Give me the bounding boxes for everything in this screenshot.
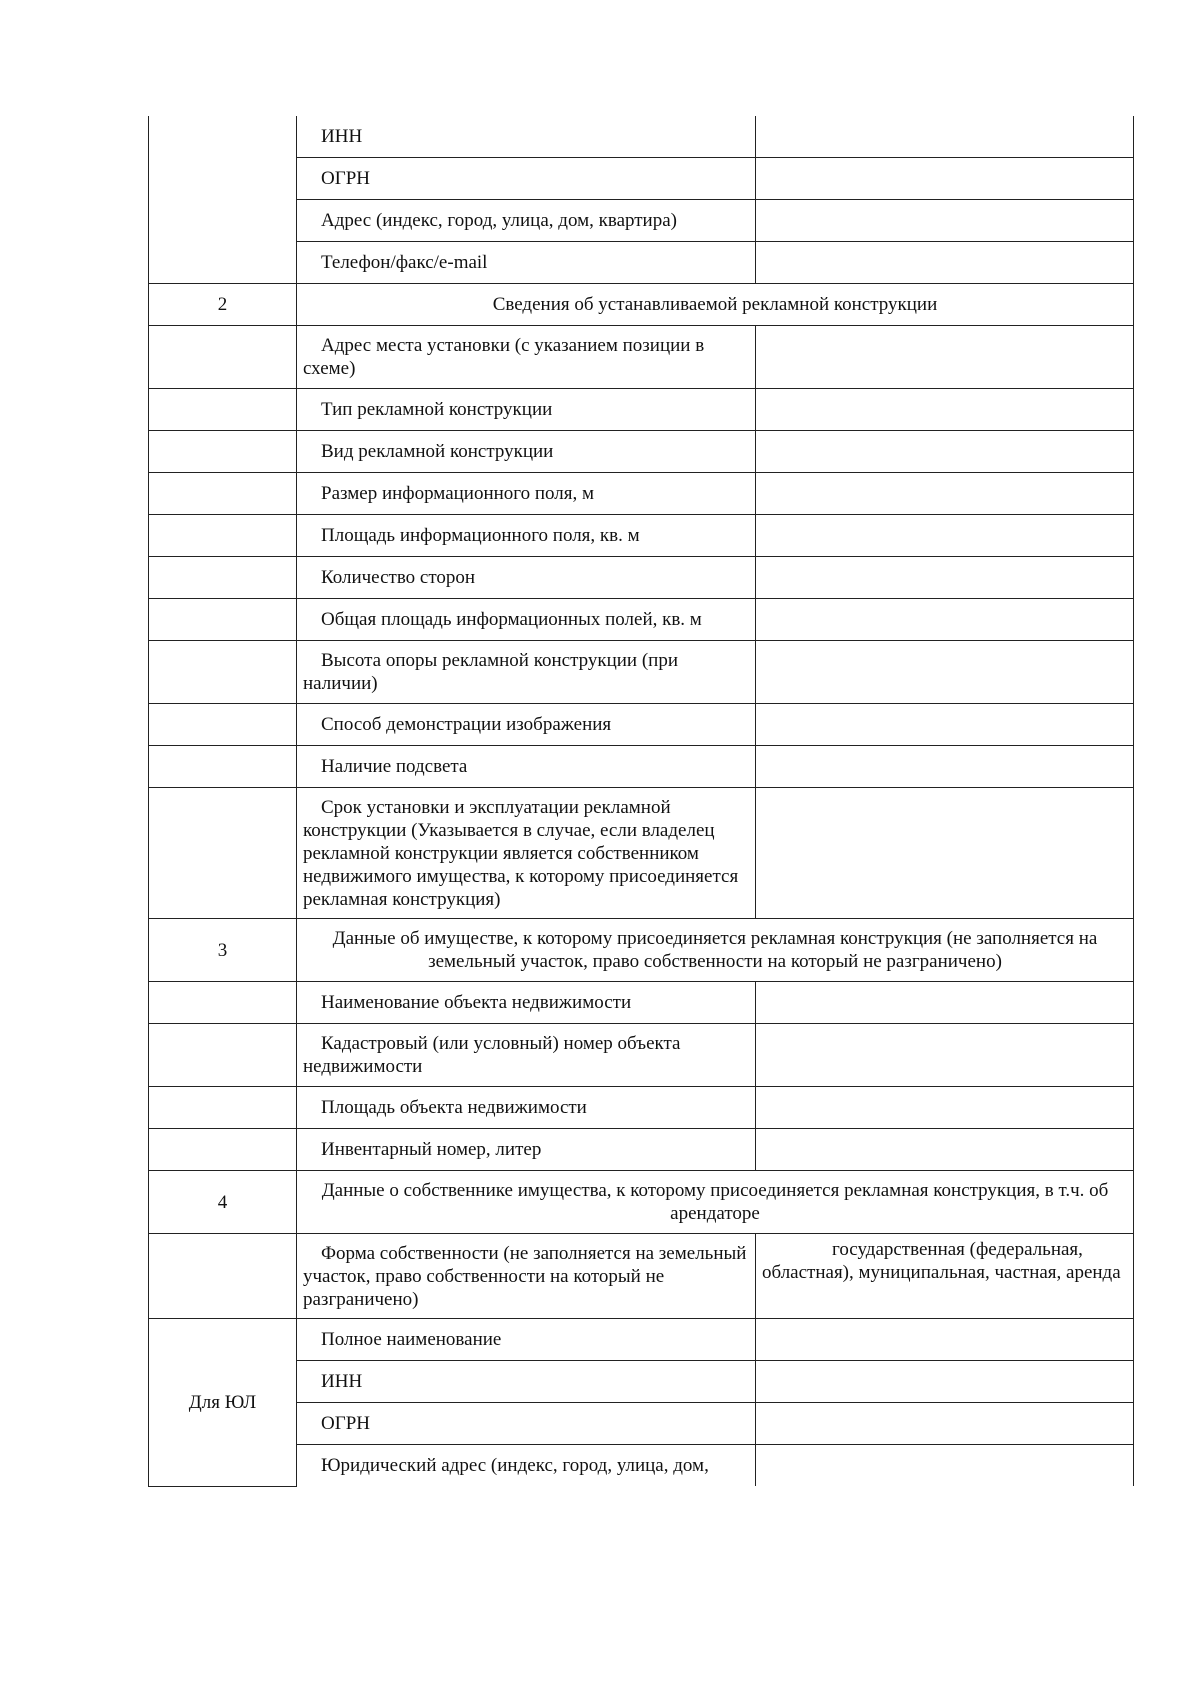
table-row	[149, 158, 1134, 200]
field-label: Высота опоры рекламной конструкции (при наличии)	[297, 641, 756, 704]
group-label-legal-entity: Для ЮЛ	[149, 1319, 297, 1487]
field-label: Форма собственности (не заполняется на земельный участок, право собственности на который не разграничено)	[297, 1234, 756, 1319]
field-value[interactable]	[756, 473, 1134, 515]
table-row	[149, 242, 1134, 284]
field-label: ИНН	[297, 116, 756, 158]
field-label: Тип рекламной конструкции	[297, 389, 756, 431]
field-label: Вид рекламной конструкции	[297, 431, 756, 473]
field-label: Количество сторон	[297, 557, 756, 599]
field-value[interactable]	[756, 431, 1134, 473]
field-value[interactable]	[756, 1319, 1134, 1361]
row-number-cell	[149, 746, 297, 788]
table-row	[149, 473, 1134, 515]
table-row	[149, 788, 1134, 919]
table-row	[149, 326, 1134, 389]
table-row	[149, 1319, 1134, 1361]
table-row	[149, 641, 1134, 704]
field-label: Инвентарный номер, литер	[297, 1129, 756, 1171]
field-label: Наличие подсвета	[297, 746, 756, 788]
field-value[interactable]	[756, 1129, 1134, 1171]
row-number-cell	[149, 982, 297, 1024]
field-value[interactable]	[756, 1361, 1134, 1403]
field-value[interactable]	[756, 158, 1134, 200]
field-value[interactable]	[756, 788, 1134, 919]
table-row	[149, 515, 1134, 557]
field-value[interactable]	[756, 200, 1134, 242]
application-form-table	[148, 116, 1134, 1487]
row-number-cell	[149, 1234, 297, 1319]
row-number-cell	[149, 641, 297, 704]
section-number: 2	[149, 284, 297, 326]
field-value[interactable]	[756, 1024, 1134, 1087]
table-row	[149, 1361, 1134, 1403]
field-label: Общая площадь информационных полей, кв. м	[297, 599, 756, 641]
field-label: ОГРН	[297, 1403, 756, 1445]
table-row	[149, 599, 1134, 641]
section-header-row	[149, 919, 1134, 982]
field-value[interactable]	[756, 389, 1134, 431]
field-value[interactable]	[756, 242, 1134, 284]
field-value[interactable]	[756, 1403, 1134, 1445]
field-value[interactable]	[756, 982, 1134, 1024]
field-label: Адрес места установки (с указанием позиции в схеме)	[297, 326, 756, 389]
table-row	[149, 1129, 1134, 1171]
field-value[interactable]	[756, 515, 1134, 557]
table-row	[149, 982, 1134, 1024]
table-row	[149, 200, 1134, 242]
field-value[interactable]	[756, 746, 1134, 788]
table-row	[149, 746, 1134, 788]
table-row	[149, 1445, 1134, 1487]
field-value[interactable]	[756, 704, 1134, 746]
section-title: Сведения об устанавливаемой рекламной конструкции	[297, 284, 1134, 326]
row-number-cell	[149, 599, 297, 641]
field-value[interactable]	[756, 1445, 1134, 1487]
table-row	[149, 704, 1134, 746]
row-number-cell	[149, 389, 297, 431]
field-label: Размер информационного поля, м	[297, 473, 756, 515]
section-header-row	[149, 284, 1134, 326]
table-row	[149, 431, 1134, 473]
row-number-cell	[149, 515, 297, 557]
field-label: ОГРН	[297, 158, 756, 200]
section-title: Данные о собственнике имущества, к которому присоединяется рекламная конструкция, в т.ч. об арендаторе	[297, 1171, 1134, 1234]
table-row	[149, 1024, 1134, 1087]
field-label: ИНН	[297, 1361, 756, 1403]
field-label: Кадастровый (или условный) номер объекта недвижимости	[297, 1024, 756, 1087]
row-number-cell	[149, 1087, 297, 1129]
row-number-cell	[149, 116, 297, 284]
table-row	[149, 389, 1134, 431]
table-row	[149, 116, 1134, 158]
row-number-cell	[149, 431, 297, 473]
field-value[interactable]	[756, 557, 1134, 599]
table-row	[149, 1087, 1134, 1129]
row-number-cell	[149, 557, 297, 599]
field-label: Телефон/факс/e-mail	[297, 242, 756, 284]
row-number-cell	[149, 1129, 297, 1171]
section-number: 3	[149, 919, 297, 982]
field-label: Адрес (индекс, город, улица, дом, квартира)	[297, 200, 756, 242]
section-number: 4	[149, 1171, 297, 1234]
field-label: Юридический адрес (индекс, город, улица, дом,	[297, 1445, 756, 1487]
field-value[interactable]	[756, 1087, 1134, 1129]
field-label: Площадь информационного поля, кв. м	[297, 515, 756, 557]
ownership-options: государственная (федеральная, областная), муниципальная, частная, аренда	[756, 1234, 1134, 1319]
field-label: Наименование объекта недвижимости	[297, 982, 756, 1024]
field-label: Способ демонстрации изображения	[297, 704, 756, 746]
row-number-cell	[149, 473, 297, 515]
section-title: Данные об имуществе, к которому присоединяется рекламная конструкция (не заполняется на земельный участок, право собственности на который не разграничено)	[297, 919, 1134, 982]
field-value[interactable]	[756, 116, 1134, 158]
field-label: Срок установки и эксплуатации рекламной конструкции (Указывается в случае, если владелец рекламной конструкции является собственником недвижимого имущества, к которому присоединяется рекламная конструкция)	[297, 788, 756, 919]
field-value[interactable]	[756, 326, 1134, 389]
field-label: Полное наименование	[297, 1319, 756, 1361]
field-label: Площадь объекта недвижимости	[297, 1087, 756, 1129]
section-header-row	[149, 1171, 1134, 1234]
field-value[interactable]	[756, 599, 1134, 641]
row-number-cell	[149, 1024, 297, 1087]
row-number-cell	[149, 788, 297, 919]
field-value[interactable]	[756, 641, 1134, 704]
row-number-cell	[149, 704, 297, 746]
table-row	[149, 557, 1134, 599]
row-number-cell	[149, 326, 297, 389]
table-row	[149, 1403, 1134, 1445]
table-row	[149, 1234, 1134, 1319]
